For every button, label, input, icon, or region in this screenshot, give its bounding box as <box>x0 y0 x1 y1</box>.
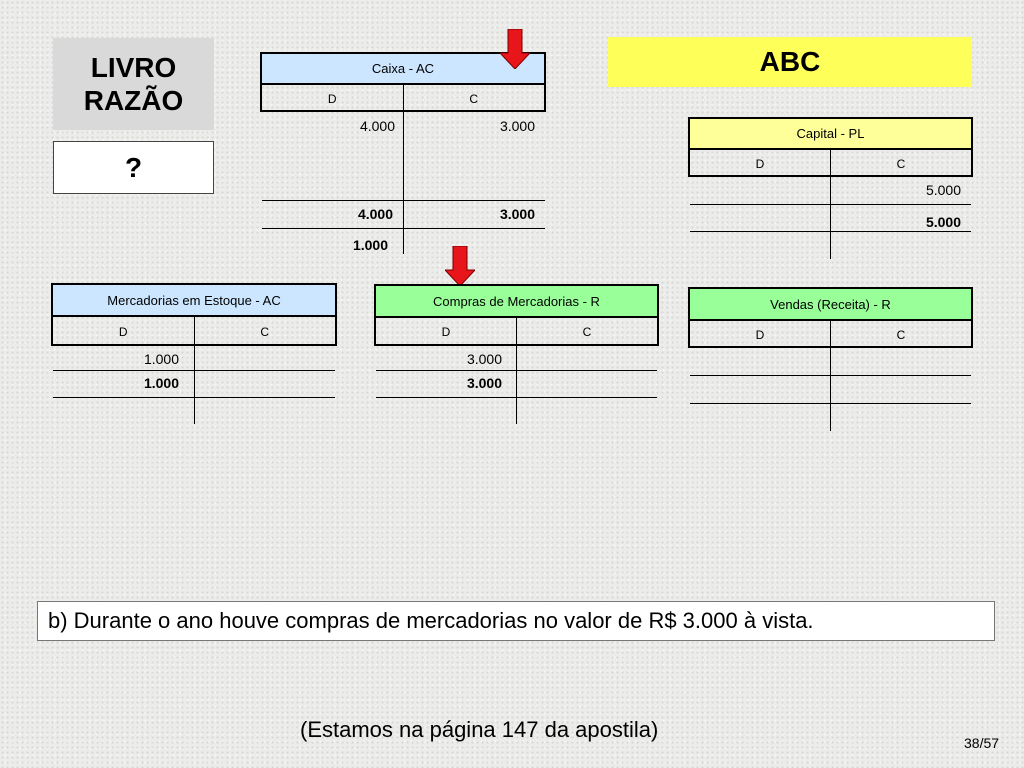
caixa-total-line <box>262 200 545 201</box>
mercadorias-credit-label: C <box>260 324 270 339</box>
caixa-title: Caixa - AC <box>262 54 544 85</box>
caixa-balance-line <box>262 228 545 229</box>
down-arrow-icon <box>500 29 530 69</box>
compras-debit-label: D <box>376 318 517 346</box>
capital-credit-total: 5.000 <box>925 214 961 230</box>
mercadorias-debit-total: 1.000 <box>143 375 179 391</box>
caixa-credit-label: C <box>469 91 479 106</box>
compras-t-line <box>516 346 517 424</box>
mercadorias-title: Mercadorias em Estoque - AC <box>53 285 335 317</box>
caixa-balance: 1.000 <box>352 237 388 253</box>
mercadorias-total-line <box>53 370 335 371</box>
mercadorias-account-header <box>51 283 337 346</box>
vendas-credit-label: C <box>896 327 906 342</box>
capital-debit-label: D <box>690 150 831 177</box>
capital-account-header <box>688 117 973 177</box>
compras-title: Compras de Mercadorias - R <box>376 286 657 318</box>
vendas-t-line <box>830 348 831 431</box>
compras-account-header <box>374 284 659 346</box>
vendas-total-line <box>690 375 971 376</box>
vendas-balance-line <box>690 403 971 404</box>
footer-note: (Estamos na página 147 da apostila) <box>300 717 659 742</box>
caixa-debit-label: D <box>262 85 404 112</box>
caixa-debit-entry: 4.000 <box>359 118 395 134</box>
caixa-credit-entry: 3.000 <box>499 118 535 134</box>
down-arrow-icon <box>445 246 475 286</box>
mercadorias-debit-entry: 1.000 <box>143 351 179 367</box>
page-number: 38/57 <box>964 735 1000 751</box>
ledger-title-line1: LIVRO <box>90 52 177 83</box>
company-box <box>608 37 972 87</box>
mercadorias-balance-line <box>53 397 335 398</box>
capital-credit-entry: 5.000 <box>925 182 961 198</box>
capital-t-line <box>830 177 831 259</box>
ledger-title-line2: RAZÃO <box>83 85 184 116</box>
caixa-credit-total: 3.000 <box>499 206 535 222</box>
question-mark: ? <box>124 151 143 183</box>
vendas-account-header <box>688 287 973 348</box>
compras-debit-entry: 3.000 <box>466 351 502 367</box>
capital-total-line <box>690 204 971 205</box>
exercise-statement-text: b) Durante o ano houve compras de mercadorias no valor de R$ 3.000 à vista. <box>48 608 814 633</box>
caixa-t-line <box>403 112 404 254</box>
capital-title: Capital - PL <box>690 119 971 150</box>
compras-total-line <box>376 370 657 371</box>
company-name: ABC <box>759 46 821 77</box>
compras-credit-label: C <box>582 325 592 339</box>
exercise-statement <box>37 601 995 641</box>
mercadorias-t-line <box>194 346 195 424</box>
vendas-title: Vendas (Receita) - R <box>690 289 971 321</box>
compras-balance-line <box>376 397 657 398</box>
vendas-debit-label: D <box>690 321 831 348</box>
compras-debit-total: 3.000 <box>466 375 502 391</box>
caixa-debit-total: 4.000 <box>357 206 393 222</box>
question-box <box>53 141 214 194</box>
ledger-title-box <box>53 38 214 130</box>
mercadorias-debit-label: D <box>53 317 195 346</box>
capital-balance-line <box>690 231 971 232</box>
capital-credit-label: C <box>896 156 906 171</box>
